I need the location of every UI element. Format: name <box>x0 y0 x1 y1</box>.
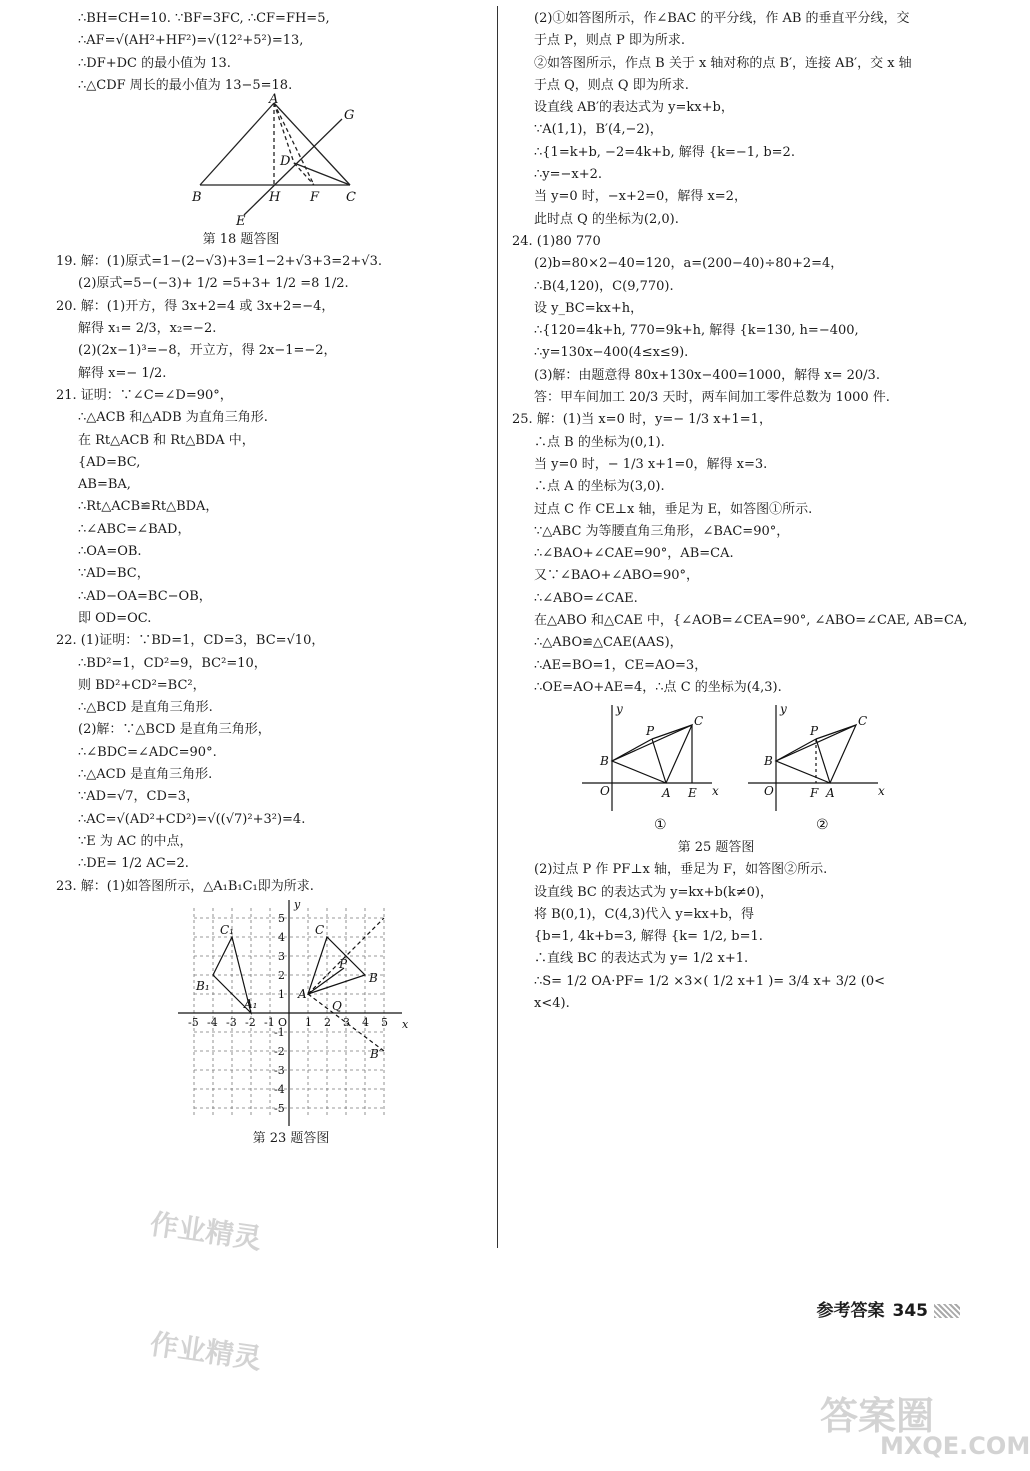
text-line: ∴△ACB 和△ADB 为直角三角形. <box>78 410 268 426</box>
p1-seg-pc <box>652 725 692 739</box>
text-line: ∴DE= 1/2 AC=2. <box>78 856 189 872</box>
text-line: ∴S= 1/2 OA·PF= 1/2 ×3×( 1/2 x+1 )= 3/4 x+ 3/2 (0< <box>534 973 886 989</box>
x-tick: -2 <box>245 1015 256 1029</box>
panel-1-label: ① <box>654 817 667 834</box>
text-line: ∵△ABC 为等腰直角三角形，∠BAC=90°， <box>534 523 790 539</box>
label-f: F <box>310 190 320 206</box>
origin-label: O <box>278 1015 288 1029</box>
text-line: 答：甲车间加工 20/3 天时，两车间加工零件总数为 1000 件. <box>534 390 890 406</box>
text-line: 此时点 Q 的坐标为(2,0). <box>534 211 679 227</box>
label-a1: A₁ <box>244 996 258 1011</box>
text-line: 当 y=0 时，−x+2=0，解得 x=2， <box>534 189 747 205</box>
x-tick: -5 <box>188 1015 199 1029</box>
x-tick: 5 <box>381 1015 388 1029</box>
text-line: AB=BA, <box>78 477 131 493</box>
p1-y-label: y <box>616 702 623 717</box>
seg-ap <box>308 968 344 994</box>
text-line: ∴OE=AO+AE=4，∴点 C 的坐标为(4,3). <box>534 679 782 695</box>
text-line: 即 OD=OC. <box>78 610 152 626</box>
text-line: ∵A(1,1)，B′(4,−2)， <box>534 122 663 138</box>
text-line: ∴△ACD 是直角三角形. <box>78 767 213 783</box>
right-column <box>512 8 968 1015</box>
p2-label-b: B <box>764 754 773 769</box>
page-number: 345 <box>892 1301 928 1321</box>
label-b: B <box>369 970 378 985</box>
text-line: ∴直线 BC 的表达式为 y= 1/2 x+1. <box>534 951 749 967</box>
p2-x-label: x <box>878 784 885 799</box>
y-axis-label: y <box>294 897 301 911</box>
seg-af <box>274 103 314 185</box>
p2-label-o: O <box>764 784 774 799</box>
x-tick: -4 <box>207 1015 218 1029</box>
text-line: ∴AE=BO=1，CE=AO=3， <box>534 657 708 673</box>
text-line: (2)解：∵△BCD 是直角三角形， <box>78 722 271 738</box>
label-d: D <box>280 154 291 170</box>
label-a: A <box>269 92 279 108</box>
x-tick: -3 <box>226 1015 237 1029</box>
text-line: {b=1, 4k+b=3, 解得 {k= 1/2, b=1. <box>534 929 763 945</box>
text-line: ∵AD=BC， <box>78 566 150 582</box>
seg-eg <box>244 119 342 215</box>
label-c1: C₁ <box>220 922 234 937</box>
left-column <box>56 8 486 1150</box>
x-axis-label: x <box>402 1017 409 1031</box>
text-line: ∴AF=√(AH²+HF²)=√(12²+5²)=13, <box>78 33 304 49</box>
text-line: ∴DF+DC 的最小值为 13. <box>78 55 231 71</box>
y-tick: 5 <box>278 911 285 925</box>
p1-seg-pa <box>652 739 666 783</box>
p1-label-p: P <box>646 724 655 739</box>
text-line: 在△ABO 和△CAE 中，{∠AOB=∠CEA=90°, ∠ABO=∠CAE, AB=CA, <box>534 613 968 629</box>
p1-label-o: O <box>600 784 610 799</box>
text-line: x<4). <box>534 995 570 1011</box>
p2-seg-pa <box>816 739 830 783</box>
text-line: ∴△CDF 周长的最小值为 13−5=18. <box>78 77 293 93</box>
text-line: 则 BD²+CD²=BC²， <box>78 677 206 693</box>
text-line: ∴AD−OA=BC−OB， <box>78 588 212 604</box>
p2-y-label: y <box>780 702 787 717</box>
p1-x-label: x <box>712 784 719 799</box>
label-b-prime: B′ <box>370 1046 382 1061</box>
text-line: ∴y=130x−400(4≤x≤9). <box>534 345 689 361</box>
text-line: {AD=BC, <box>78 454 141 470</box>
text-line: 19. 解：(1)原式=1−(2−√3)+3=1−2+√3+3=2+√3. <box>56 254 382 270</box>
x-tick: 4 <box>362 1015 369 1029</box>
p1-label-a: A <box>662 786 671 801</box>
text-line: ∴点 A 的坐标为(3,0). <box>534 479 665 495</box>
watermark-logo: 答案圈 <box>820 1394 935 1438</box>
text-line: ∴∠BAO+∠CAE=90°，AB=CA. <box>534 546 734 562</box>
label-b1: B₁ <box>196 978 210 993</box>
text-line: ∴∠ABO=∠CAE. <box>534 590 638 606</box>
text-line: 设 y_BC=kx+h， <box>534 300 644 316</box>
p2-label-f: F <box>810 786 819 801</box>
watermark-site: MXQE.COM <box>880 1432 1030 1460</box>
text-line: 当 y=0 时，− 1/3 x+1=0，解得 x=3. <box>534 456 768 472</box>
triangle-abc <box>308 937 365 994</box>
text-line: ∴点 B 的坐标为(0,1). <box>534 434 665 450</box>
text-line: 过点 C 作 CE⊥x 轴，垂足为 E，如答图①所示. <box>534 501 813 517</box>
text-line: 22. (1)证明：∵BD=1，CD=3，BC=√10， <box>56 633 325 649</box>
text-line: ∴AC=√(AD²+CD²)=√((√7)²+3²)=4. <box>78 811 306 827</box>
y-tick: -5 <box>274 1101 285 1115</box>
watermark-stamp: 作业精灵 <box>148 1327 264 1376</box>
page-footer <box>817 1296 961 1321</box>
text-line: ∴BD²=1，CD²=9，BC²=10， <box>78 655 267 671</box>
text-line: (2)(2x−1)³=−8，开立方，得 2x−1=−2， <box>78 343 337 359</box>
y-tick: 4 <box>278 930 285 944</box>
figure-18-caption: 第 18 题答图 <box>202 232 280 248</box>
figure-23-grid <box>174 898 414 1128</box>
text-line: 又∵∠BAO+∠ABO=90°， <box>534 568 700 584</box>
text-line: 解得 x=− 1/2. <box>78 365 167 381</box>
text-line: (3)解：由题意得 80x+130x−400=1000，解得 x= 20/3. <box>534 367 880 383</box>
text-line: 在 Rt△ACB 和 Rt△BDA 中， <box>78 432 255 448</box>
text-line: ∴BH=CH=10. ∵BF=3FC, ∴CF=FH=5, <box>78 11 330 26</box>
text-line: ∴{120=4k+h, 770=9k+h, 解得 {k=130, h=−400, <box>534 323 859 339</box>
seg-dc <box>294 163 350 185</box>
figure-25 <box>512 703 960 837</box>
text-line: 于点 P，则点 P 即为所求. <box>534 33 686 49</box>
label-p: P <box>339 956 348 971</box>
label-b: B <box>192 190 202 206</box>
text-line: ∴△BCD 是直角三角形. <box>78 700 213 716</box>
watermark-stamp: 作业精灵 <box>148 1207 264 1256</box>
figure-23-caption: 第 23 题答图 <box>252 1130 330 1146</box>
p1-seg-bp <box>612 739 652 761</box>
figure-25-caption: 第 25 题答图 <box>677 840 755 856</box>
text-line: (2)b=80×2−40=120，a=(200−40)÷80+2=4， <box>534 256 844 272</box>
p1-label-e: E <box>688 786 697 801</box>
y-tick: -3 <box>274 1063 285 1077</box>
text-line: 23. 解：(1)如答图所示，△A₁B₁C₁即为所求. <box>56 878 314 894</box>
text-line: 21. 证明：∵∠C=∠D=90°， <box>56 387 233 403</box>
y-tick: -4 <box>274 1082 285 1096</box>
text-line: ∴OA=OB. <box>78 544 142 560</box>
text-line: 解得 x₁= 2/3，x₂=−2. <box>78 321 217 337</box>
text-line: ∵AD=√7，CD=3， <box>78 789 200 805</box>
p2-seg-pc <box>816 725 856 739</box>
text-line: (2)原式=5−(−3)+ 1/2 =5+3+ 1/2 =8 1/2. <box>78 276 349 292</box>
panel-2-label: ② <box>816 817 829 834</box>
y-tick: -2 <box>274 1044 285 1058</box>
text-line: 24. (1)80 770 <box>512 233 601 249</box>
label-c: C <box>346 190 356 206</box>
text-line: 设直线 BC 的表达式为 y=kx+b(k≠0)， <box>534 884 773 900</box>
y-tick: 1 <box>278 987 285 1001</box>
label-e: E <box>236 214 246 230</box>
text-line: ∴∠BDC=∠ADC=90°. <box>78 744 217 760</box>
text-line: 设直线 AB′的表达式为 y=kx+b， <box>534 100 734 116</box>
text-line: 25. 解：(1)当 x=0 时，y=− 1/3 x+1=1， <box>512 412 772 428</box>
text-line: ∴∠ABC=∠BAD， <box>78 521 191 537</box>
text-line: (2)过点 P 作 PF⊥x 轴，垂足为 F，如答图②所示. <box>534 862 828 878</box>
p2-seg-bp <box>776 739 816 761</box>
y-tick: 3 <box>278 949 285 963</box>
p2-label-a: A <box>826 786 835 801</box>
text-line: 20. 解：(1)开方，得 3x+2=4 或 3x+2=−4， <box>56 298 335 314</box>
label-a: A <box>298 986 307 1001</box>
label-q: Q <box>332 998 342 1013</box>
text-line: ∴Rt△ACB≌Rt△BDA， <box>78 499 219 515</box>
label-c: C <box>315 922 325 937</box>
x-tick: 2 <box>324 1015 331 1029</box>
label-g: G <box>344 108 355 124</box>
text-line: ∴{1=k+b, −2=4k+b, 解得 {k=−1, b=2. <box>534 144 795 160</box>
x-tick: 1 <box>305 1015 312 1029</box>
p1-label-c: C <box>694 714 704 729</box>
text-line: ∵E 为 AC 的中点， <box>78 833 193 849</box>
text-line: ∴△ABO≌△CAE(AAS)， <box>534 635 683 651</box>
text-line: ∴y=−x+2. <box>534 167 603 183</box>
x-tick: 3 <box>343 1015 350 1029</box>
text-line: 将 B(0,1)，C(4,3)代入 y=kx+b，得 <box>534 906 755 922</box>
text-line: ②如答图所示，作点 B 关于 x 轴对称的点 B′，连接 AB′，交 x 轴 <box>534 55 912 71</box>
text-line: 于点 Q，则点 Q 即为所求. <box>534 77 689 93</box>
p2-label-p: P <box>810 724 819 739</box>
label-h: H <box>269 190 281 206</box>
x-tick: -1 <box>264 1015 275 1029</box>
footer-pattern-icon <box>934 1304 960 1318</box>
text-line: ∴B(4,120)，C(9,770). <box>534 278 674 294</box>
p2-label-c: C <box>858 714 868 729</box>
y-tick: -1 <box>274 1025 285 1039</box>
p1-label-b: B <box>600 754 609 769</box>
seg-ab <box>200 103 274 185</box>
y-tick: 2 <box>278 968 285 982</box>
footer-label: 参考答案 <box>816 1301 885 1321</box>
seg-ac <box>274 103 350 185</box>
text-line: (2)①如答图所示，作∠BAC 的平分线，作 AB 的垂直平分线，交 <box>534 11 910 26</box>
